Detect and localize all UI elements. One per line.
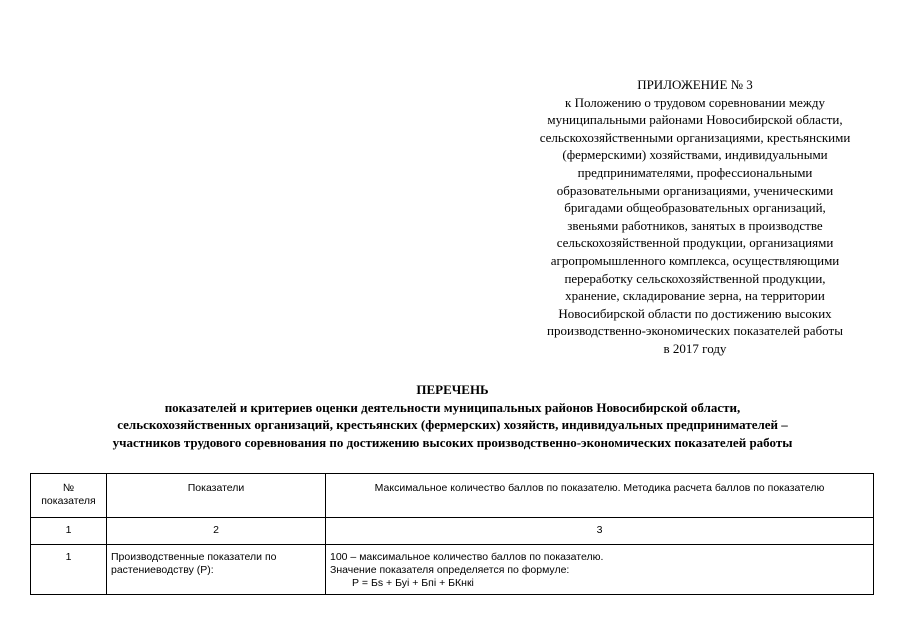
- title-line: показателей и критериев оценки деятельности муниципальных районов Новосибирской области,: [164, 399, 741, 415]
- appendix-line: муниципальными районами Новосибирской области,: [547, 112, 843, 128]
- appendix-title: ПРИЛОЖЕНИЕ № 3: [637, 77, 753, 92]
- method-line: 100 – максимальное количество баллов по показателю.: [330, 551, 604, 563]
- appendix-line: агропромышленного комплекса, осуществляющими: [550, 252, 840, 268]
- appendix-header: [500, 76, 890, 358]
- title-heading: ПЕРЕЧЕНЬ: [416, 382, 489, 397]
- title-line: участников трудового соревнования по достижению высоких производственно-экономических показателей работы: [112, 434, 793, 450]
- table-row: [31, 545, 874, 595]
- row-number: 1: [31, 545, 107, 595]
- appendix-line: звеньями работников, занятых в производстве: [567, 217, 823, 233]
- appendix-line: производственно-экономических показателей работы: [547, 323, 843, 339]
- row-method: [326, 545, 874, 595]
- appendix-line: переработку сельскохозяйственной продукции,: [564, 270, 826, 286]
- appendix-line: Новосибирской области по достижению высоких: [558, 305, 832, 321]
- header-number: № показателя: [31, 474, 107, 518]
- appendix-line: сельскохозяйственными организациями, крестьянскими: [539, 129, 851, 145]
- row-indicator: Производственные показатели по растениеводству (Р):: [107, 545, 326, 595]
- appendix-line: в 2017 году: [663, 340, 727, 356]
- appendix-line: (фермерскими) хозяйствами, индивидуальными: [562, 147, 828, 163]
- appendix-line: хранение, складирование зерна, на территории: [565, 288, 825, 304]
- appendix-line: бригадами общеобразовательных организаций,: [564, 200, 826, 216]
- indicators-table: [30, 473, 874, 595]
- formula: Р = Бs + Буi + Бпi + БКнкi: [352, 577, 474, 589]
- title-line: сельскохозяйственных организаций, крестьянских (фермерских) хозяйств, индивидуальных предпринимателей –: [117, 417, 788, 432]
- table-header-row: [31, 474, 874, 518]
- header-indicators: Показатели: [107, 474, 326, 518]
- appendix-line: сельскохозяйственной продукции, организациями: [556, 235, 834, 251]
- method-line: Значение показателя определяется по формуле:: [330, 564, 570, 576]
- header-method: Максимальное количество баллов по показателю. Методика расчета баллов по показателю: [326, 474, 874, 518]
- column-number-1: 1: [31, 518, 107, 545]
- appendix-line: образовательными организациями, ученическими: [556, 182, 834, 198]
- document-title: [20, 381, 885, 451]
- column-numbering-row: [31, 518, 874, 545]
- column-number-3: 3: [326, 518, 874, 545]
- column-number-2: 2: [107, 518, 326, 545]
- appendix-line: предпринимателями, профессиональными: [577, 164, 813, 180]
- appendix-line: к Положению о трудовом соревновании между: [565, 94, 825, 110]
